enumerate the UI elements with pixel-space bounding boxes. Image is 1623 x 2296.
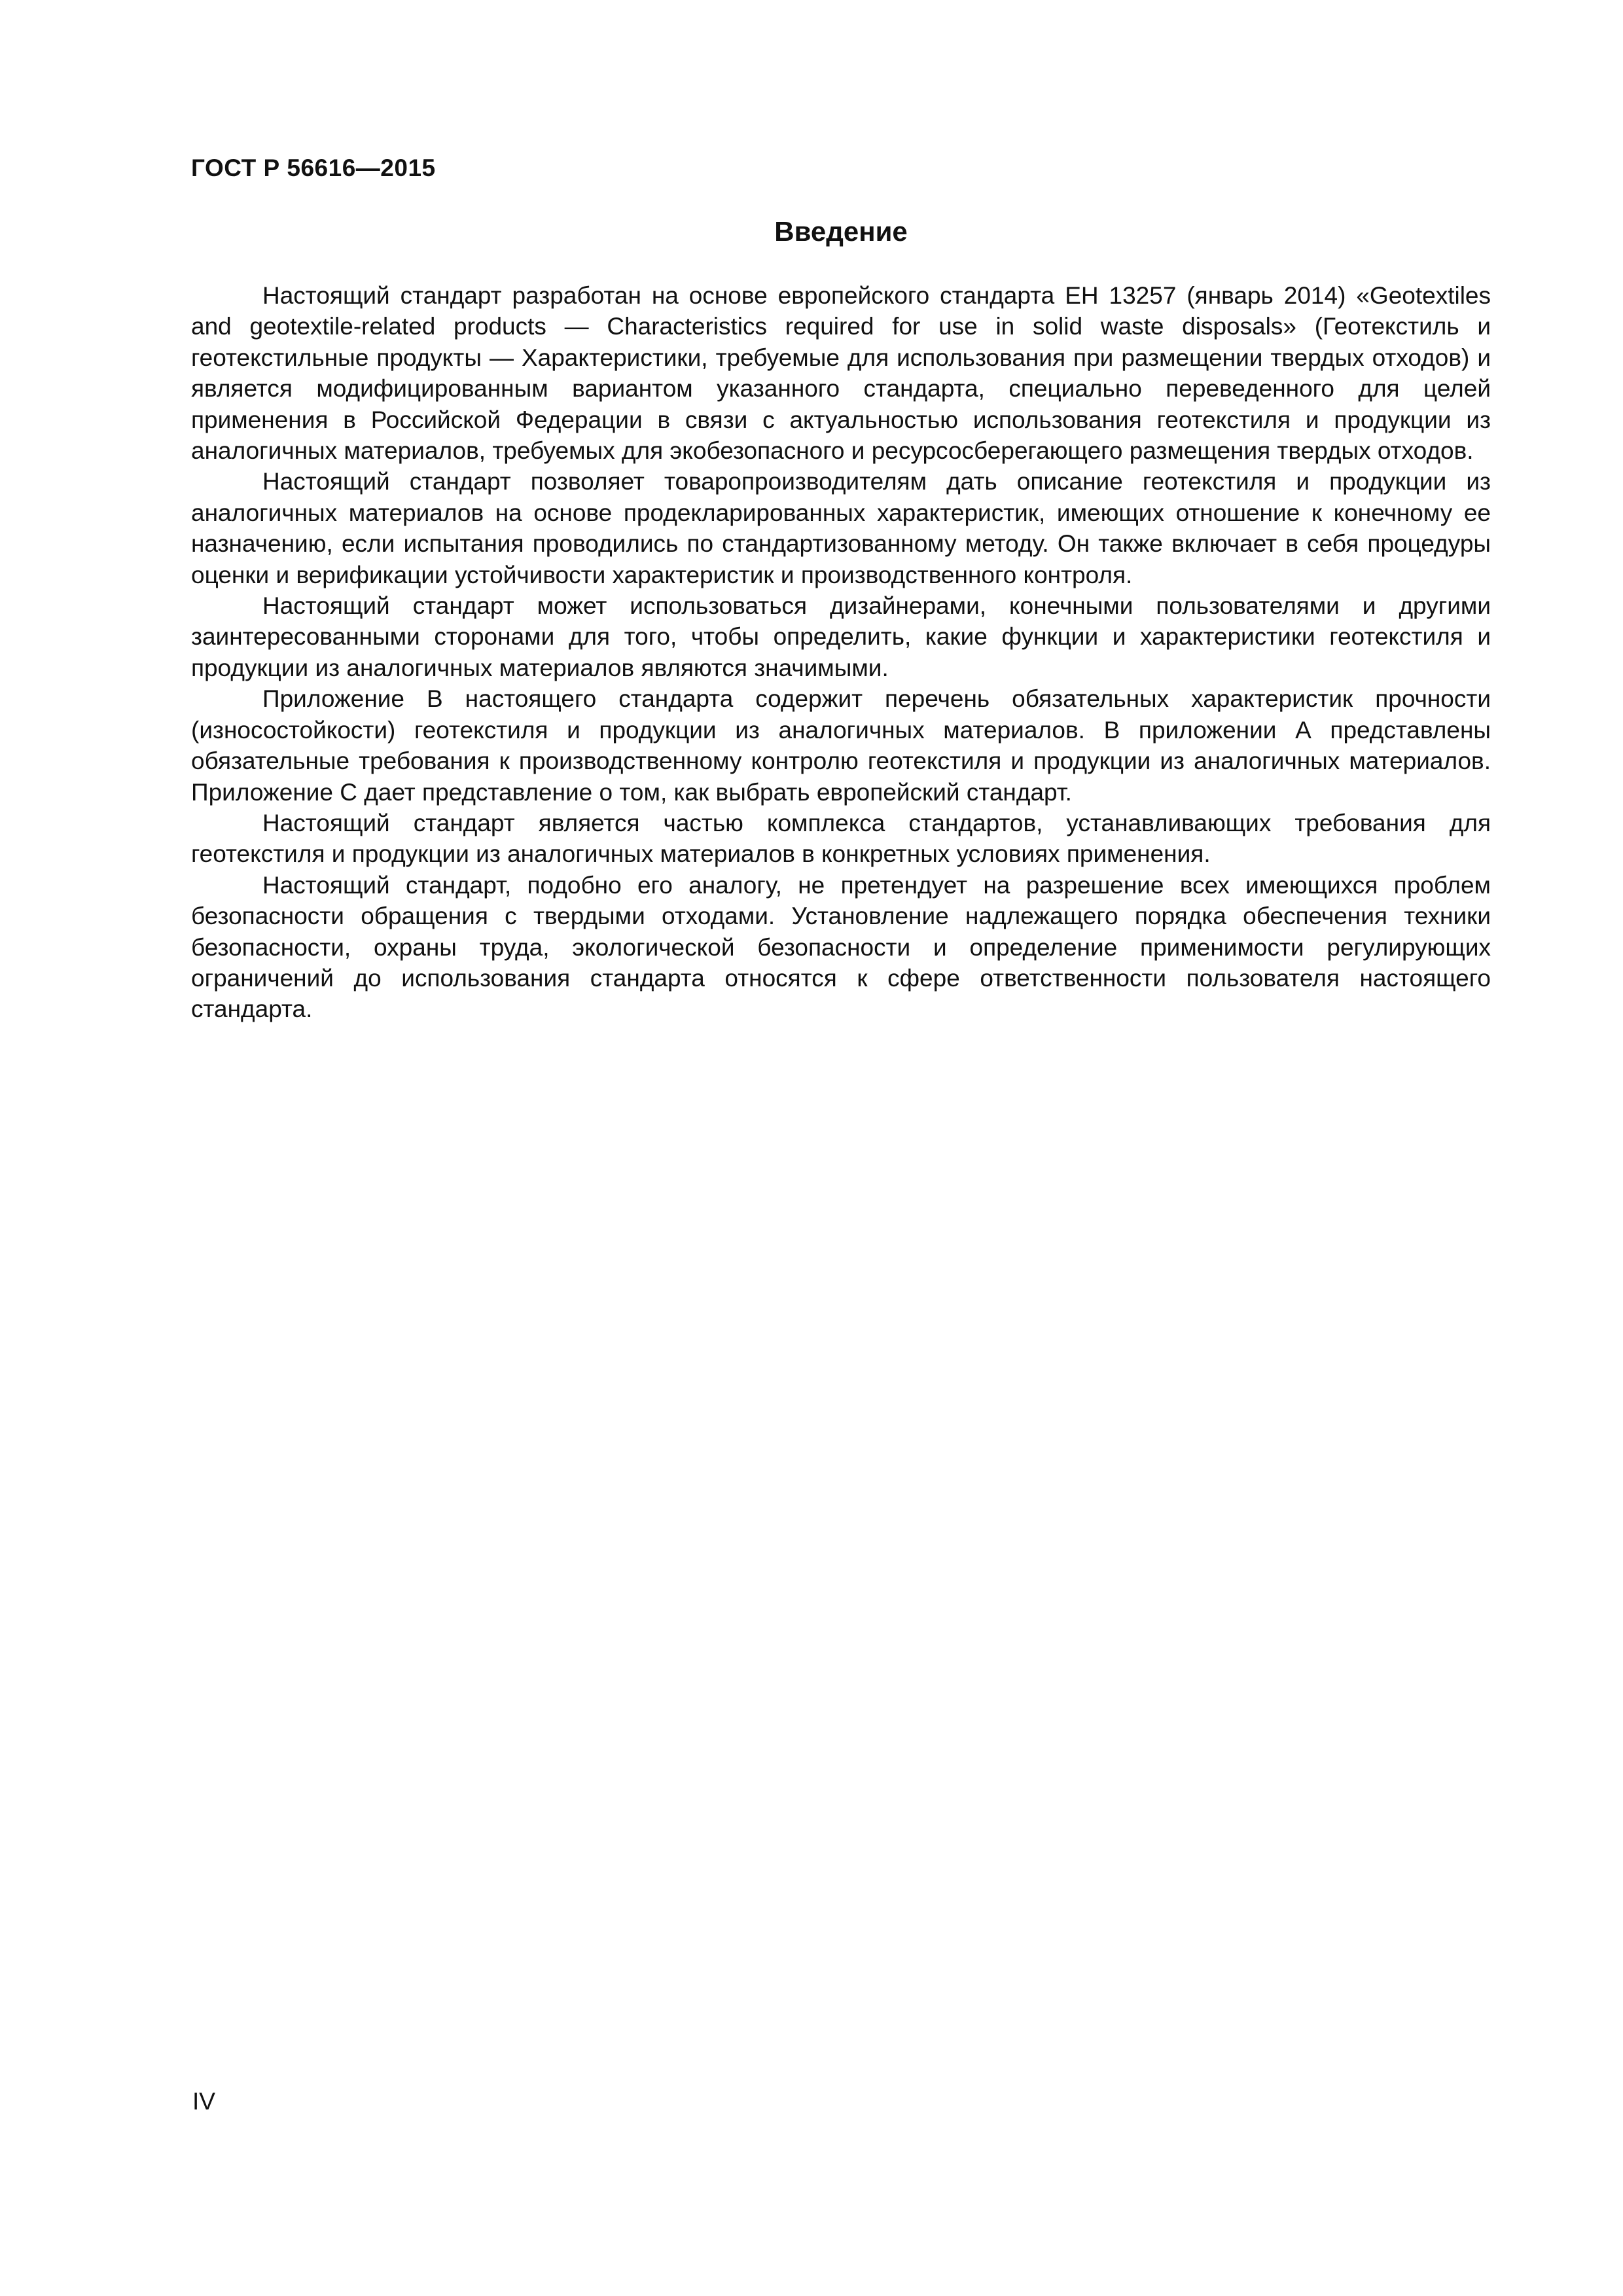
introduction-body [191,280,1491,1025]
paragraph: Настоящий стандарт может использоваться дизайнерами, конечными пользователями и другими заинтересованными сторонами для того, чтобы определить, какие функции и характеристики геотекстиля и продукции из аналогичных материалов являются значимыми. [191,592,1491,681]
paragraph: Настоящий стандарт является частью комплекса стандартов, устанавливающих требования для геотекстиля и продукции из аналогичных материалов в конкретных условиях применения. [191,809,1491,868]
page-number: IV [192,2088,215,2115]
paragraph: Настоящий стандарт, подобно его аналогу, не претендует на разрешение всех имеющихся проблем безопасности обращения с твердыми отходами. Установление надлежащего порядка обеспечения техники безопасности, охраны труда, экологической безопасности и определение применимости регулирующих ограничений до использования стандарта относятся к сфере ответственности пользователя настоящего стандарта. [191,871,1491,1023]
paragraph: Настоящий стандарт разработан на основе европейского стандарта ЕН 13257 (январь 2014) «Geotextiles and geotextile-related products — Characteristics required for use in solid waste disposals» (Геотекстиль и геотекстильные продукты — Характеристики, требуемые для использования при размещении твердых отходов) и является модифицированным вариантом указанного стандарта, специально переведенного для целей применения в Российской Федерации в связи с актуальностью использования геотекстиля и продукции из аналогичных материалов, требуемых для экобезопасного и ресурсосберегающего размещения твердых отходов. [191,282,1491,465]
paragraph: Настоящий стандарт позволяет товаропроизводителям дать описание геотекстиля и продукции из аналогичных материалов на основе продекларированных характеристик, имеющих отношение к конечному ее назначению, если испытания проводились по стандартизованному методу. Он также включает в себя процедуры оценки и верификации устойчивости характеристик и производственного контроля. [191,468,1491,588]
paragraph: Приложение В настоящего стандарта содержит перечень обязательных характеристик прочности (износостойкости) геотекстиля и продукции из аналогичных материалов. В приложении А представлены обязательные требования к производственному контролю геотекстиля и продукции из аналогичных материалов. Приложение С дает представление о том, как выбрать европейский стандарт. [191,685,1491,806]
section-title: Введение [774,216,908,247]
document-code: ГОСТ Р 56616—2015 [191,154,436,181]
